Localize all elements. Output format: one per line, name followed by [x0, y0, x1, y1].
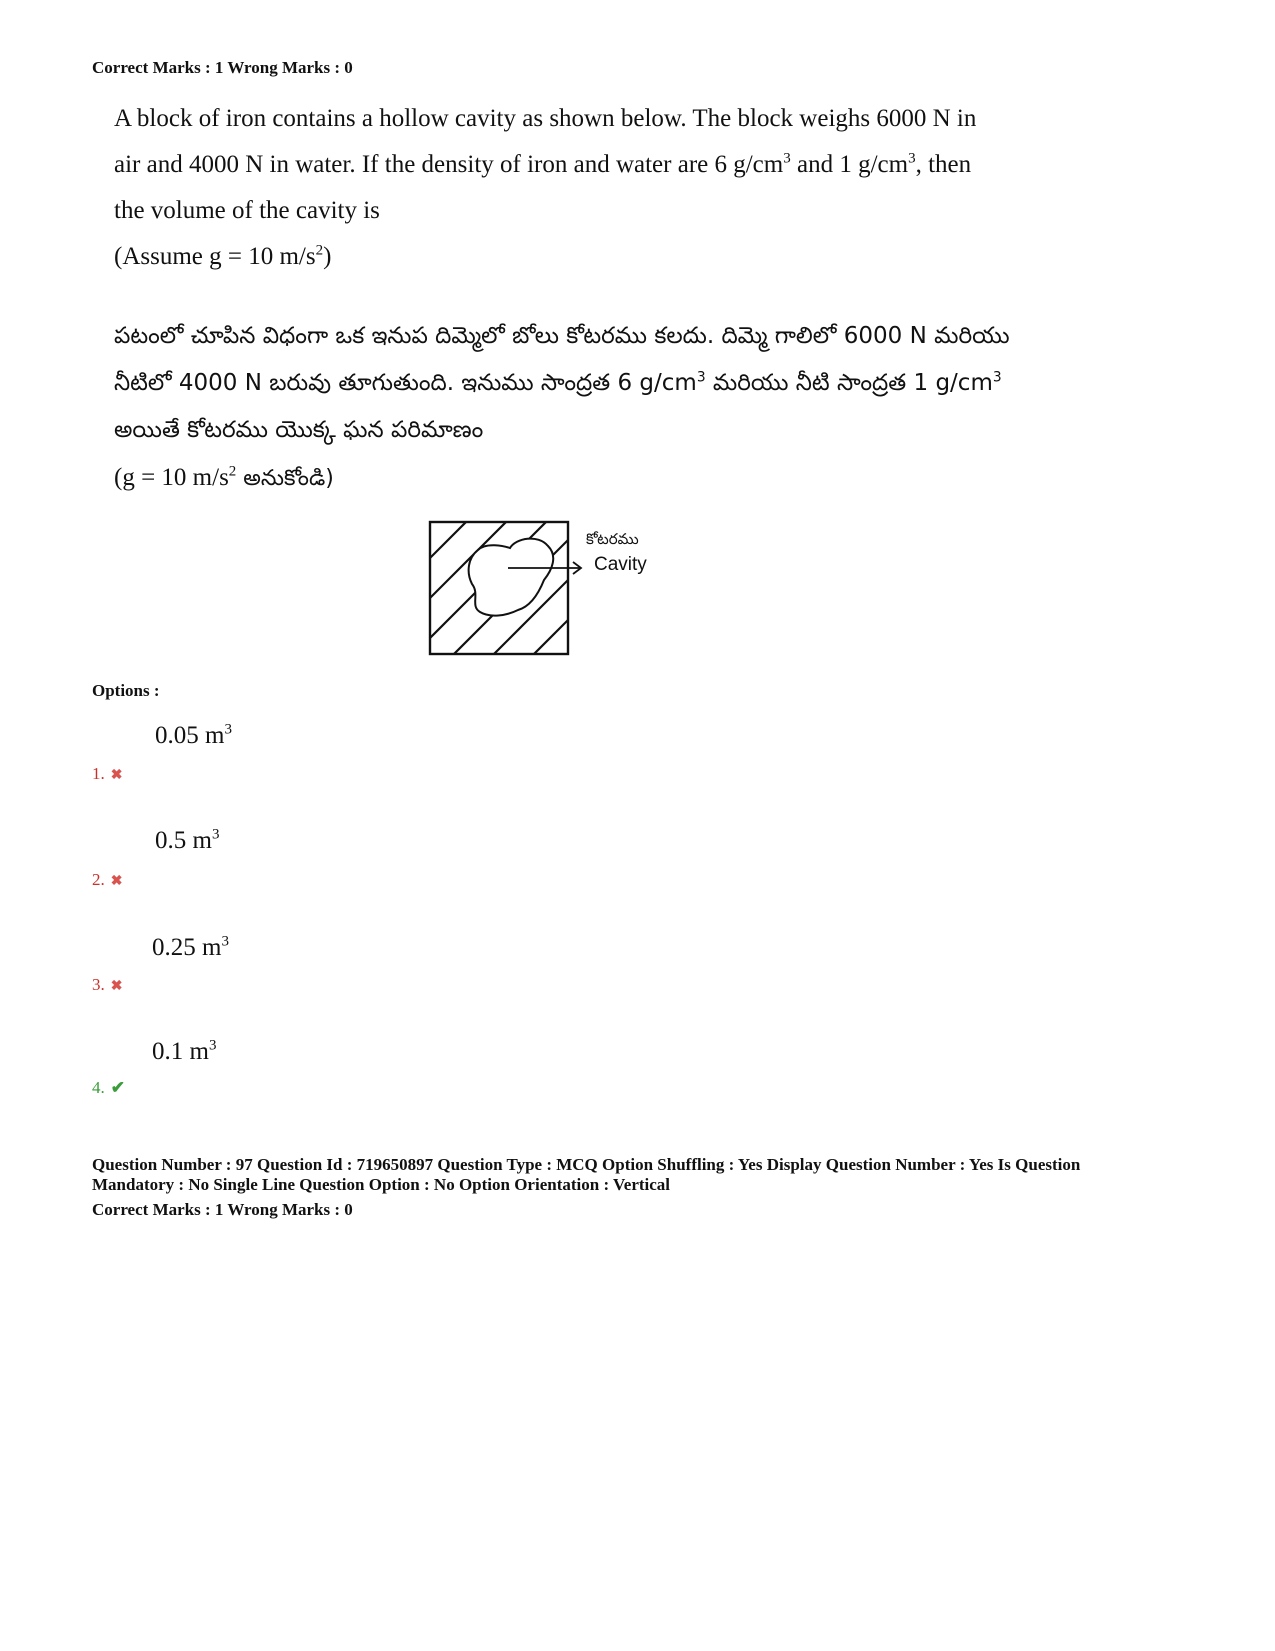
superscript: 3 — [908, 150, 916, 167]
figure-label-cavity: Cavity — [594, 554, 647, 575]
marks-line: Correct Marks : 1 Wrong Marks : 0 — [92, 58, 353, 77]
option-3-value — [152, 934, 229, 962]
figure-label-telugu: కోటరము — [586, 530, 639, 548]
option-number: 3. — [92, 975, 105, 994]
option-value-text: 0.5 m — [155, 827, 212, 854]
superscript: 3 — [696, 369, 706, 386]
option-3[interactable] — [92, 975, 122, 995]
superscript: 3 — [211, 826, 220, 843]
option-number: 4. — [92, 1078, 105, 1097]
wrong-mark-icon: ✖ — [110, 979, 123, 994]
option-value-text: 0.25 m — [152, 934, 222, 961]
superscript: 3 — [221, 933, 229, 950]
cavity-shape — [469, 539, 554, 616]
cavity-figure — [428, 520, 668, 660]
options-label: Options : — [92, 681, 160, 700]
superscript: 3 — [992, 369, 1002, 386]
option-4[interactable] — [92, 1078, 125, 1098]
next-question-marks: Correct Marks : 1 Wrong Marks : 0 — [92, 1200, 353, 1219]
question-text-telugu — [114, 313, 1074, 502]
question-line-2-part-b: and 1 g/cm — [790, 151, 909, 178]
option-1[interactable] — [92, 764, 122, 784]
option-1-value — [155, 722, 232, 750]
superscript: 3 — [783, 150, 791, 167]
telugu-line-3: అయితే కోటరము యొక్క ఘన పరిమాణం — [114, 417, 484, 443]
question-line-2-part-a: air and 4000 N in water. If the density of iron and water are 6 g/cm — [114, 151, 784, 178]
question-line-4-part-b: ) — [323, 243, 332, 270]
telugu-line-4-part-a: (g = 10 m/s — [114, 464, 229, 491]
superscript: 2 — [315, 242, 324, 259]
option-value-text: 0.1 m — [152, 1038, 209, 1065]
option-2-value — [155, 827, 219, 855]
telugu-line-2-part-b: మరియు నీటి సాంద్రత 1 g/cm — [705, 370, 993, 396]
superscript: 3 — [224, 721, 232, 738]
question-line-1: A block of iron contains a hollow cavity as shown below. The block weighs 6000 N in — [114, 105, 977, 132]
question-line-2 — [114, 142, 1074, 188]
telugu-line-4 — [114, 454, 1074, 502]
wrong-mark-icon: ✖ — [110, 874, 123, 889]
option-value-text: 0.05 m — [155, 722, 225, 749]
superscript: 3 — [208, 1037, 217, 1054]
option-number: 2. — [92, 870, 105, 889]
superscript: 2 — [228, 463, 237, 480]
next-question-meta-line-2: Mandatory : No Single Line Question Option : No Option Orientation : Vertical — [92, 1175, 671, 1194]
correct-check-icon: ✔ — [110, 1078, 125, 1097]
telugu-line-4-part-b: అనుకోండి) — [236, 466, 334, 491]
telugu-line-2-part-a: నీటిలో 4000 N బరువు తూగుతుంది. ఇనుము సాంద్రత 6 g/cm — [114, 370, 697, 396]
next-question-meta-line-1: Question Number : 97 Question Id : 719650897 Question Type : MCQ Option Shuffling : Yes Display Question Number : Yes Is Question — [92, 1155, 1081, 1174]
question-line-4 — [114, 234, 1074, 280]
telugu-line-2 — [114, 360, 1074, 407]
question-line-4-part-a: (Assume g = 10 m/s — [114, 243, 316, 270]
next-question-meta — [92, 1155, 1212, 1195]
question-line-3: the volume of the cavity is — [114, 197, 380, 224]
question-text-english — [114, 96, 1074, 280]
question-line-2-part-c: , then — [915, 151, 972, 178]
option-4-value — [152, 1038, 216, 1066]
option-number: 1. — [92, 764, 105, 783]
wrong-mark-icon: ✖ — [110, 768, 123, 783]
option-2[interactable] — [92, 870, 122, 890]
telugu-line-1: పటంలో చూపిన విధంగా ఒక ఇనుప దిమ్మెలో బోలు కోటరము కలదు. దిమ్మె గాలిలో 6000 N మరియు — [114, 323, 1010, 349]
